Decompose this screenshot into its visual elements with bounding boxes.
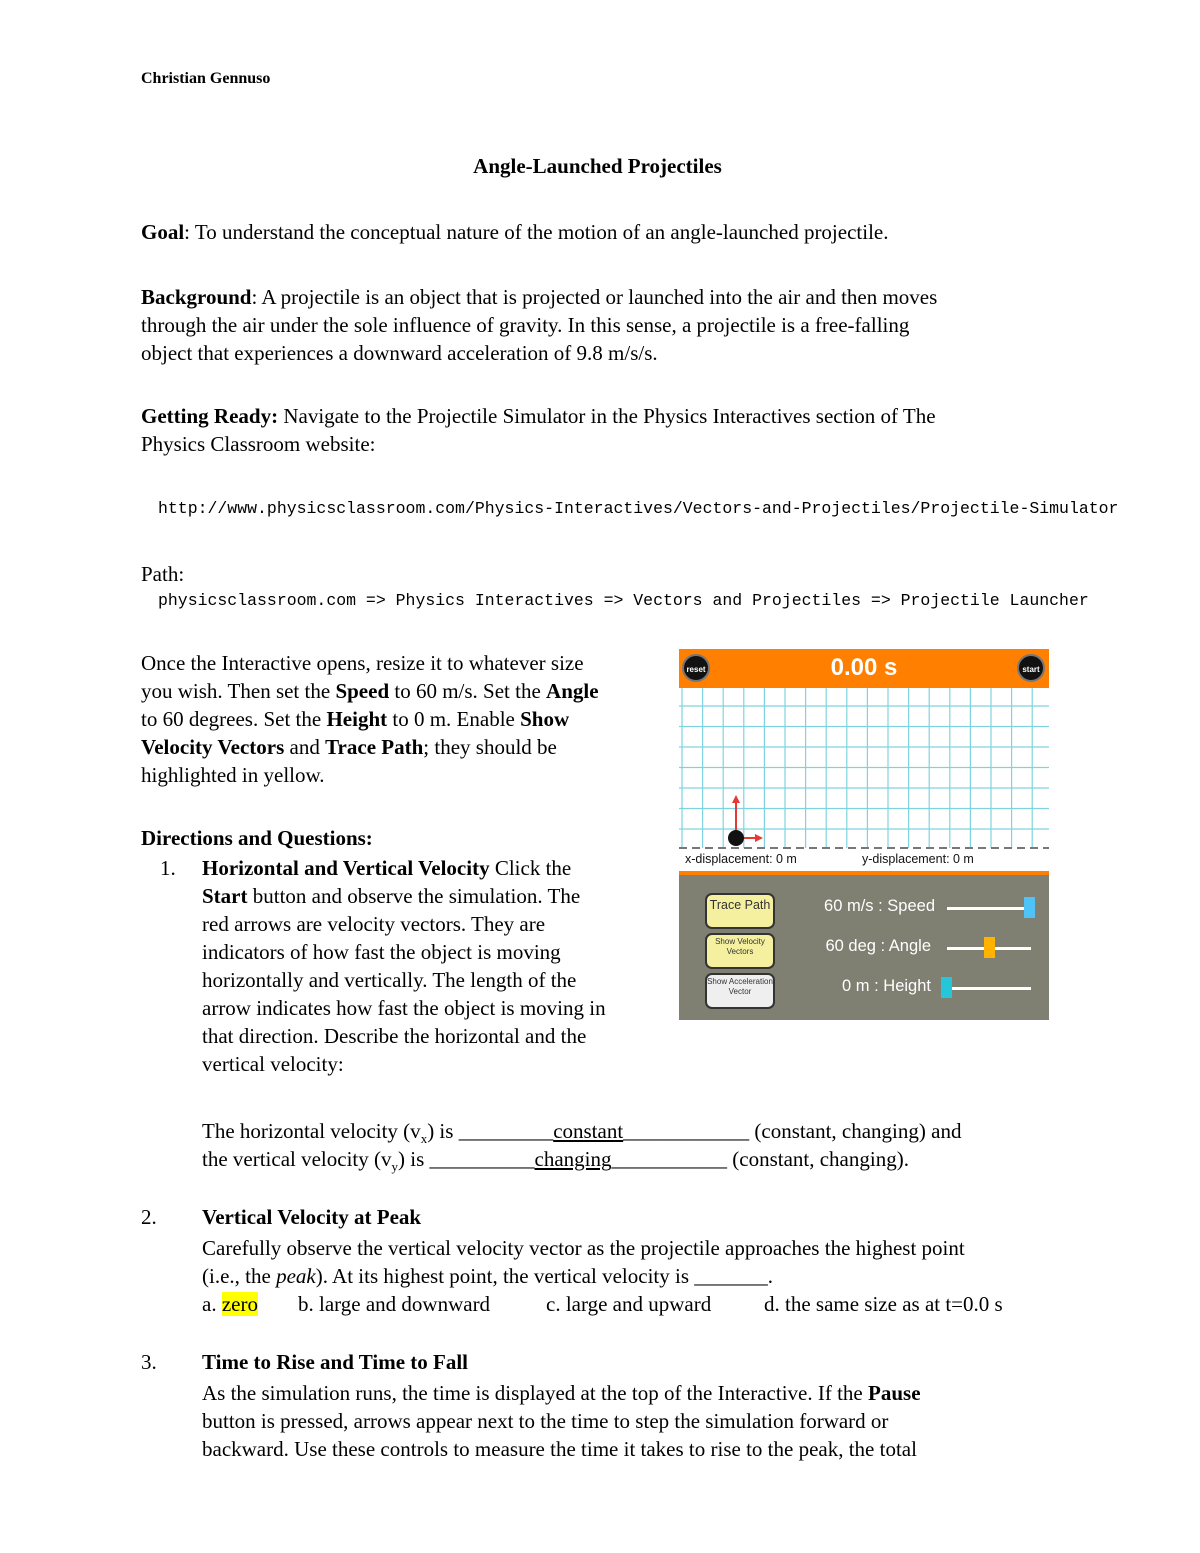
setup-text: and xyxy=(284,735,326,759)
q2-text: (i.e., the xyxy=(202,1264,277,1288)
background-line-2: through the air under the sole influence of gravity. In this sense, a projectile is a free-falling xyxy=(141,313,910,337)
q3-line-1 xyxy=(202,1379,921,1407)
setup-line-5: highlighted in yellow. xyxy=(141,763,325,787)
getting-ready-line-2: Physics Classroom website: xyxy=(141,432,376,456)
sim-time-display: 0.00 s xyxy=(830,654,898,681)
sim-speed-slider-knob[interactable] xyxy=(1024,897,1035,918)
setup-velocity-vectors: Velocity Vectors xyxy=(141,735,285,759)
q3-line-2: button is pressed, arrows appear next to the time to step the simulation forward or xyxy=(202,1409,889,1433)
subscript-y: y xyxy=(391,1159,399,1175)
q3-number: 3. xyxy=(141,1350,157,1374)
q1-line-4: indicators of how fast the object is moving xyxy=(202,940,561,964)
answer-vertical: changing xyxy=(534,1147,612,1171)
path-value: physicsclassroom.com => Physics Interactives => Vectors and Projectiles => Projectile Launcher xyxy=(158,591,1089,610)
answer-blank: ) is __________ xyxy=(398,1147,535,1171)
setup-line-1: Once the Interactive opens, resize it to whatever size xyxy=(141,651,584,675)
setup-line-2 xyxy=(141,677,599,705)
q1-text: Click the xyxy=(489,856,572,880)
q2-peak: peak xyxy=(276,1264,316,1288)
goal-label: Goal xyxy=(141,220,185,244)
q1-answer-2 xyxy=(202,1145,909,1181)
q3-title: Time to Rise and Time to Fall xyxy=(202,1350,469,1374)
answer-blank: ___________ (constant, changing). xyxy=(611,1147,909,1171)
q3-pause: Pause xyxy=(868,1381,921,1405)
q1-title: Horizontal and Vertical Velocity xyxy=(202,856,490,880)
setup-show: Show xyxy=(520,707,570,731)
option-label: a. xyxy=(202,1292,222,1316)
getting-ready-text-1: Navigate to the Projectile Simulator in the Physics Interactives section of The xyxy=(278,404,936,428)
sim-x-displacement: x-displacement: 0 m xyxy=(685,852,797,866)
setup-line-4 xyxy=(141,733,557,761)
q1-start: Start xyxy=(202,884,248,908)
setup-angle: Angle xyxy=(546,679,599,703)
answer-text: the vertical velocity (v xyxy=(202,1147,392,1171)
answer-horizontal: constant xyxy=(553,1119,624,1143)
sim-y-displacement: y-displacement: 0 m xyxy=(862,852,974,866)
goal-line xyxy=(141,218,888,246)
setup-trace-path: Trace Path xyxy=(325,735,424,759)
sim-velocity-vectors-toggle[interactable]: Show Velocity Vectors xyxy=(705,933,775,969)
sim-vy-arrowhead xyxy=(732,795,740,803)
getting-ready-line-1 xyxy=(141,402,936,430)
q2-number: 2. xyxy=(141,1205,157,1229)
option-a-highlighted: zero xyxy=(221,1292,258,1316)
q2-option-b: b. large and downward xyxy=(298,1292,491,1316)
simulator-url[interactable]: http://www.physicsclassroom.com/Physics-Interactives/Vectors-and-Projectiles/Projectile-Simulator xyxy=(158,499,1119,518)
projectile-simulator xyxy=(679,649,1049,1020)
sim-speed-label: 60 m/s : Speed xyxy=(824,897,935,915)
background-label: Background xyxy=(141,285,252,309)
setup-speed: Speed xyxy=(335,679,390,703)
q3-text: As the simulation runs, the time is displayed at the top of the Interactive. If the xyxy=(202,1381,869,1405)
q2-option-c: c. large and upward xyxy=(546,1292,712,1316)
sim-start-button[interactable]: start xyxy=(1017,654,1045,682)
q1-line-3: red arrows are velocity vectors. They are xyxy=(202,912,546,936)
q2-option-a xyxy=(202,1290,258,1318)
directions-heading: Directions and Questions: xyxy=(141,826,373,850)
q1-line-7: that direction. Describe the horizontal and the xyxy=(202,1024,587,1048)
sim-grid xyxy=(679,688,1049,870)
q2-text: ). At its highest point, the vertical velocity is _______. xyxy=(315,1264,773,1288)
setup-line-3 xyxy=(141,705,569,733)
sim-height-slider[interactable] xyxy=(941,987,1031,990)
sim-angle-slider-knob[interactable] xyxy=(984,937,995,958)
background-text-1: : A projectile is an object that is projected or launched into the air and then moves xyxy=(251,285,938,309)
q2-option-d: d. the same size as at t=0.0 s xyxy=(764,1292,1003,1316)
sim-projectile-ball xyxy=(728,830,744,846)
sim-speed-slider[interactable] xyxy=(947,907,1035,910)
q1-line-5: horizontally and vertically. The length of the xyxy=(202,968,577,992)
sim-reset-button[interactable]: reset xyxy=(682,654,710,682)
answer-text: The horizontal velocity (v xyxy=(202,1119,421,1143)
q1-line-2 xyxy=(202,882,580,910)
q1-number: 1. xyxy=(160,856,176,880)
setup-text: to 60 degrees. Set the xyxy=(141,707,327,731)
answer-blank: ____________ (constant, changing) and xyxy=(623,1119,962,1143)
sim-vx-arrowhead xyxy=(755,834,763,842)
background-line-3: object that experiences a downward acceleration of 9.8 m/s/s. xyxy=(141,341,658,365)
page-title: Angle-Launched Projectiles xyxy=(473,154,722,178)
q1-line-6: arrow indicates how fast the object is moving in xyxy=(202,996,606,1020)
subscript-x: x xyxy=(420,1131,428,1147)
sim-trace-path-toggle[interactable]: Trace Path xyxy=(705,893,775,929)
sim-control-panel xyxy=(679,871,1049,1020)
answer-blank: ) is _________ xyxy=(427,1119,554,1143)
sim-height-slider-knob[interactable] xyxy=(941,977,952,998)
q1-line-8: vertical velocity: xyxy=(202,1052,344,1076)
setup-text: to 0 m. Enable xyxy=(387,707,521,731)
q2-line-2 xyxy=(202,1262,773,1290)
setup-text: ; they should be xyxy=(423,735,557,759)
sim-acceleration-vector-toggle[interactable]: Show Acceleration Vector xyxy=(705,973,775,1009)
q1-line-1 xyxy=(202,854,571,882)
path-label: Path: xyxy=(141,562,185,586)
q2-title: Vertical Velocity at Peak xyxy=(202,1205,422,1229)
goal-text: : To understand the conceptual nature of the motion of an angle-launched projectile. xyxy=(184,220,889,244)
q3-line-3: backward. Use these controls to measure the time it takes to rise to the peak, the total xyxy=(202,1437,917,1461)
q2-line-1: Carefully observe the vertical velocity vector as the projectile approaches the highest point xyxy=(202,1236,965,1260)
author-name: Christian Gennuso xyxy=(141,70,271,87)
setup-text: to 60 m/s. Set the xyxy=(389,679,547,703)
q1-text: button and observe the simulation. The xyxy=(247,884,581,908)
sim-height-label: 0 m : Height xyxy=(842,977,931,995)
getting-ready-label: Getting Ready: xyxy=(141,404,279,428)
setup-height: Height xyxy=(326,707,388,731)
setup-text: you wish. Then set the xyxy=(141,679,336,703)
sim-angle-label: 60 deg : Angle xyxy=(825,937,931,955)
background-line-1 xyxy=(141,283,937,311)
